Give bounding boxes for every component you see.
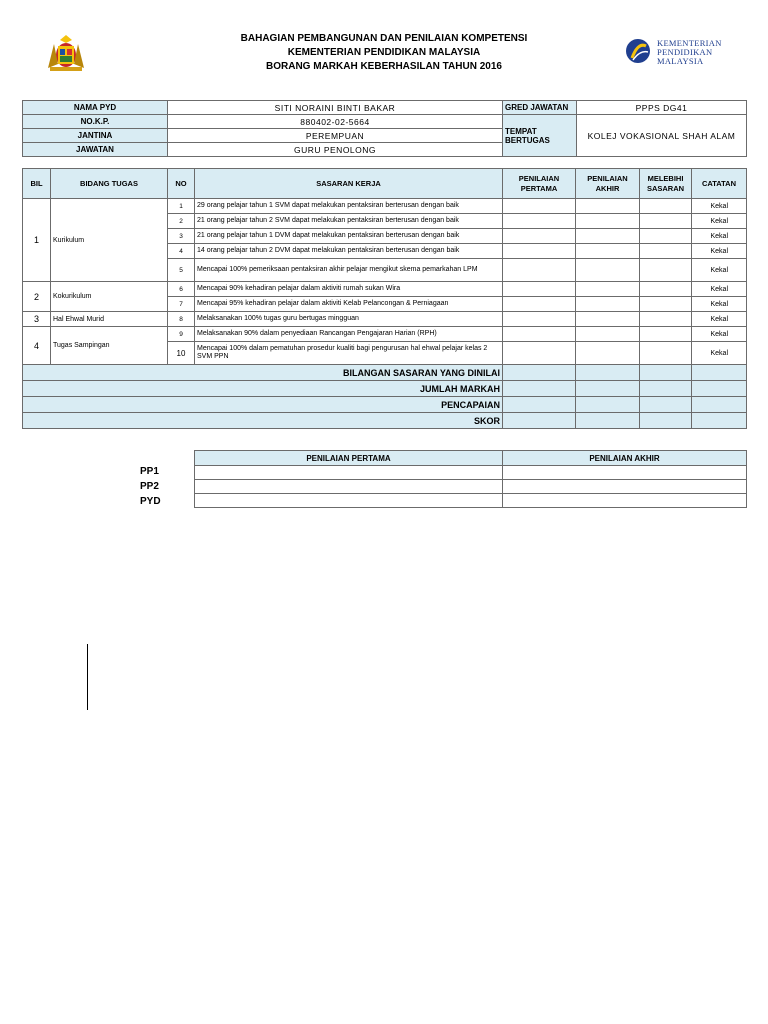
summary-catatan[interactable]: [692, 365, 747, 381]
row-no: 5: [168, 259, 195, 282]
summary-pertama[interactable]: [503, 397, 576, 413]
score-pertama[interactable]: [503, 312, 576, 327]
header-melebihi: MELEBIHI SASARAN: [640, 169, 692, 199]
summary-akhir[interactable]: [576, 381, 640, 397]
score-melebihi[interactable]: [640, 244, 692, 259]
kpm-logo-icon: [624, 36, 654, 66]
score-melebihi[interactable]: [640, 229, 692, 244]
header-bil: BIL: [23, 169, 51, 199]
header-sasaran: SASARAN KERJA: [195, 169, 503, 199]
gred-label: GRED JAWATAN: [503, 101, 577, 115]
tempat-label: TEMPAT BERTUGAS: [503, 115, 577, 157]
document-titles: [200, 32, 568, 74]
row-no: 3: [168, 229, 195, 244]
group-area: Kurikulum: [51, 199, 168, 282]
row-no: 7: [168, 297, 195, 312]
score-pertama[interactable]: [503, 342, 576, 365]
group-bil: 3: [23, 312, 51, 327]
sign-header-akhir: PENILAIAN AKHIR: [503, 451, 747, 466]
row-no: 1: [168, 199, 195, 214]
summary-row: [23, 413, 747, 429]
summary-catatan[interactable]: [692, 413, 747, 429]
kpm-logo: [624, 36, 734, 72]
score-melebihi[interactable]: [640, 282, 692, 297]
sign-header-pertama: PENILAIAN PERTAMA: [195, 451, 503, 466]
malaysia-coat-of-arms-icon: [40, 34, 92, 74]
summary-melebihi[interactable]: [640, 397, 692, 413]
score-pertama[interactable]: [503, 259, 576, 282]
score-akhir[interactable]: [576, 214, 640, 229]
row-target: Mencapai 100% pemeriksaan pentaksiran akhir pelajar mengikut skema pemarkahan LPM: [195, 259, 503, 282]
table-row: [23, 199, 747, 214]
score-melebihi[interactable]: [640, 214, 692, 229]
row-target: Mencapai 95% kehadiran pelajar dalam aktiviti Kelab Pelancongan & Perniagaan: [195, 297, 503, 312]
summary-melebihi[interactable]: [640, 365, 692, 381]
signer-pyd: PYD: [140, 496, 161, 507]
row-note: Kekal: [692, 259, 747, 282]
score-melebihi[interactable]: [640, 297, 692, 312]
summary-pertama[interactable]: [503, 413, 576, 429]
row-target: 21 orang pelajar tahun 1 DVM dapat melakukan pentaksiran berterusan dengan baik: [195, 229, 503, 244]
score-melebihi[interactable]: [640, 342, 692, 365]
summary-label: PENCAPAIAN: [23, 397, 503, 413]
row-target: Mencapai 90% kehadiran pelajar dalam aktiviti rumah sukan Wira: [195, 282, 503, 297]
row-note: Kekal: [692, 282, 747, 297]
summary-label: BILANGAN SASARAN YANG DINILAI: [23, 365, 503, 381]
score-pertama[interactable]: [503, 244, 576, 259]
score-akhir[interactable]: [576, 244, 640, 259]
staff-info-table: [22, 100, 747, 157]
score-akhir[interactable]: [576, 327, 640, 342]
header-akhir: PENILAIAN AKHIR: [576, 169, 640, 199]
jawatan-value: GURU PENOLONG: [168, 143, 503, 157]
score-pertama[interactable]: [503, 297, 576, 312]
score-akhir[interactable]: [576, 282, 640, 297]
row-note: Kekal: [692, 297, 747, 312]
score-pertama[interactable]: [503, 229, 576, 244]
score-pertama[interactable]: [503, 199, 576, 214]
summary-melebihi[interactable]: [640, 381, 692, 397]
header-pertama: PENILAIAN PERTAMA: [503, 169, 576, 199]
score-pertama[interactable]: [503, 282, 576, 297]
tempat-value: KOLEJ VOKASIONAL SHAH ALAM: [577, 115, 747, 157]
row-target: Melaksanakan 90% dalam penyediaan Rancangan Pengajaran Harian (RPH): [195, 327, 503, 342]
summary-label: SKOR: [23, 413, 503, 429]
row-no: 10: [168, 342, 195, 365]
work-targets-table: [22, 168, 747, 429]
table-row: [23, 327, 747, 342]
table-row: [23, 282, 747, 297]
score-akhir[interactable]: [576, 342, 640, 365]
row-target: 14 orang pelajar tahun 2 DVM dapat melakukan pentaksiran berterusan dengan baik: [195, 244, 503, 259]
row-note: Kekal: [692, 342, 747, 365]
row-no: 6: [168, 282, 195, 297]
group-area: Hal Ehwal Murid: [51, 312, 168, 327]
score-melebihi[interactable]: [640, 259, 692, 282]
score-melebihi[interactable]: [640, 199, 692, 214]
group-bil: 4: [23, 327, 51, 365]
summary-row: [23, 365, 747, 381]
group-bil: 2: [23, 282, 51, 312]
summary-pertama[interactable]: [503, 365, 576, 381]
jantina-value: PEREMPUAN: [168, 129, 503, 143]
sign-cell-pp1-pertama[interactable]: [195, 466, 503, 480]
jawatan-label: JAWATAN: [23, 143, 168, 157]
row-no: 2: [168, 214, 195, 229]
group-bil: 1: [23, 199, 51, 282]
row-note: Kekal: [692, 229, 747, 244]
row-no: 9: [168, 327, 195, 342]
score-akhir[interactable]: [576, 312, 640, 327]
header-catatan: CATATAN: [692, 169, 747, 199]
title-line-3: BORANG MARKAH KEBERHASILAN TAHUN 2016: [266, 61, 502, 72]
summary-catatan[interactable]: [692, 381, 747, 397]
nama-value: SITI NORAINI BINTI BAKAR: [168, 101, 503, 115]
group-area: Tugas Sampingan: [51, 327, 168, 365]
header-bidang: BIDANG TUGAS: [51, 169, 168, 199]
page-header: [0, 30, 768, 80]
signer-pp1: PP1: [140, 466, 159, 477]
row-no: 4: [168, 244, 195, 259]
summary-akhir[interactable]: [576, 397, 640, 413]
score-akhir[interactable]: [576, 199, 640, 214]
score-pertama[interactable]: [503, 214, 576, 229]
row-target: 21 orang pelajar tahun 2 SVM dapat melakukan pentaksiran berterusan dengan baik: [195, 214, 503, 229]
sign-cell-pp1-akhir[interactable]: [503, 466, 747, 480]
summary-akhir[interactable]: [576, 413, 640, 429]
score-pertama[interactable]: [503, 327, 576, 342]
row-note: Kekal: [692, 199, 747, 214]
table-row: [23, 312, 747, 327]
signer-pp2: PP2: [140, 481, 159, 492]
summary-row: [23, 381, 747, 397]
summary-pertama[interactable]: [503, 381, 576, 397]
row-note: Kekal: [692, 214, 747, 229]
jantina-label: JANTINA: [23, 129, 168, 143]
summary-akhir[interactable]: [576, 365, 640, 381]
summary-melebihi[interactable]: [640, 413, 692, 429]
sign-cell-pyd-pertama[interactable]: [195, 494, 503, 508]
row-target: Mencapai 100% dalam pematuhan prosedur kualiti bagi pengurusan hal ehwal pelajar kelas 2 SVM PPN: [195, 342, 503, 365]
nama-label: NAMA PYD: [23, 101, 168, 115]
score-akhir[interactable]: [576, 297, 640, 312]
score-akhir[interactable]: [576, 229, 640, 244]
sign-cell-pyd-akhir[interactable]: [503, 494, 747, 508]
row-note: Kekal: [692, 312, 747, 327]
score-melebihi[interactable]: [640, 327, 692, 342]
title-line-2: KEMENTERIAN PENDIDIKAN MALAYSIA: [287, 47, 481, 58]
header-no: NO: [168, 169, 195, 199]
score-melebihi[interactable]: [640, 312, 692, 327]
summary-row: [23, 397, 747, 413]
row-note: Kekal: [692, 244, 747, 259]
summary-catatan[interactable]: [692, 397, 747, 413]
row-no: 8: [168, 312, 195, 327]
signature-table: [194, 450, 747, 508]
kpm-logo-text: KEMENTERIAN PENDIDIKAN MALAYSIA: [657, 38, 722, 66]
title-line-1: BAHAGIAN PEMBANGUNAN DAN PENILAIAN KOMPETENSI: [240, 33, 528, 44]
gred-value: PPPS DG41: [577, 101, 747, 115]
row-note: Kekal: [692, 327, 747, 342]
row-target: Melaksanakan 100% tugas guru bertugas mingguan: [195, 312, 503, 327]
group-area: Kokurikulum: [51, 282, 168, 312]
sign-cell-pp2-akhir[interactable]: [503, 480, 747, 494]
vertical-rule: [87, 644, 88, 710]
row-target: 29 orang pelajar tahun 1 SVM dapat melakukan pentaksiran berterusan dengan baik: [195, 199, 503, 214]
nokp-value: 880402-02-5664: [168, 115, 503, 129]
sign-cell-pp2-pertama[interactable]: [195, 480, 503, 494]
summary-label: JUMLAH MARKAH: [23, 381, 503, 397]
score-akhir[interactable]: [576, 259, 640, 282]
nokp-label: NO.K.P.: [23, 115, 168, 129]
